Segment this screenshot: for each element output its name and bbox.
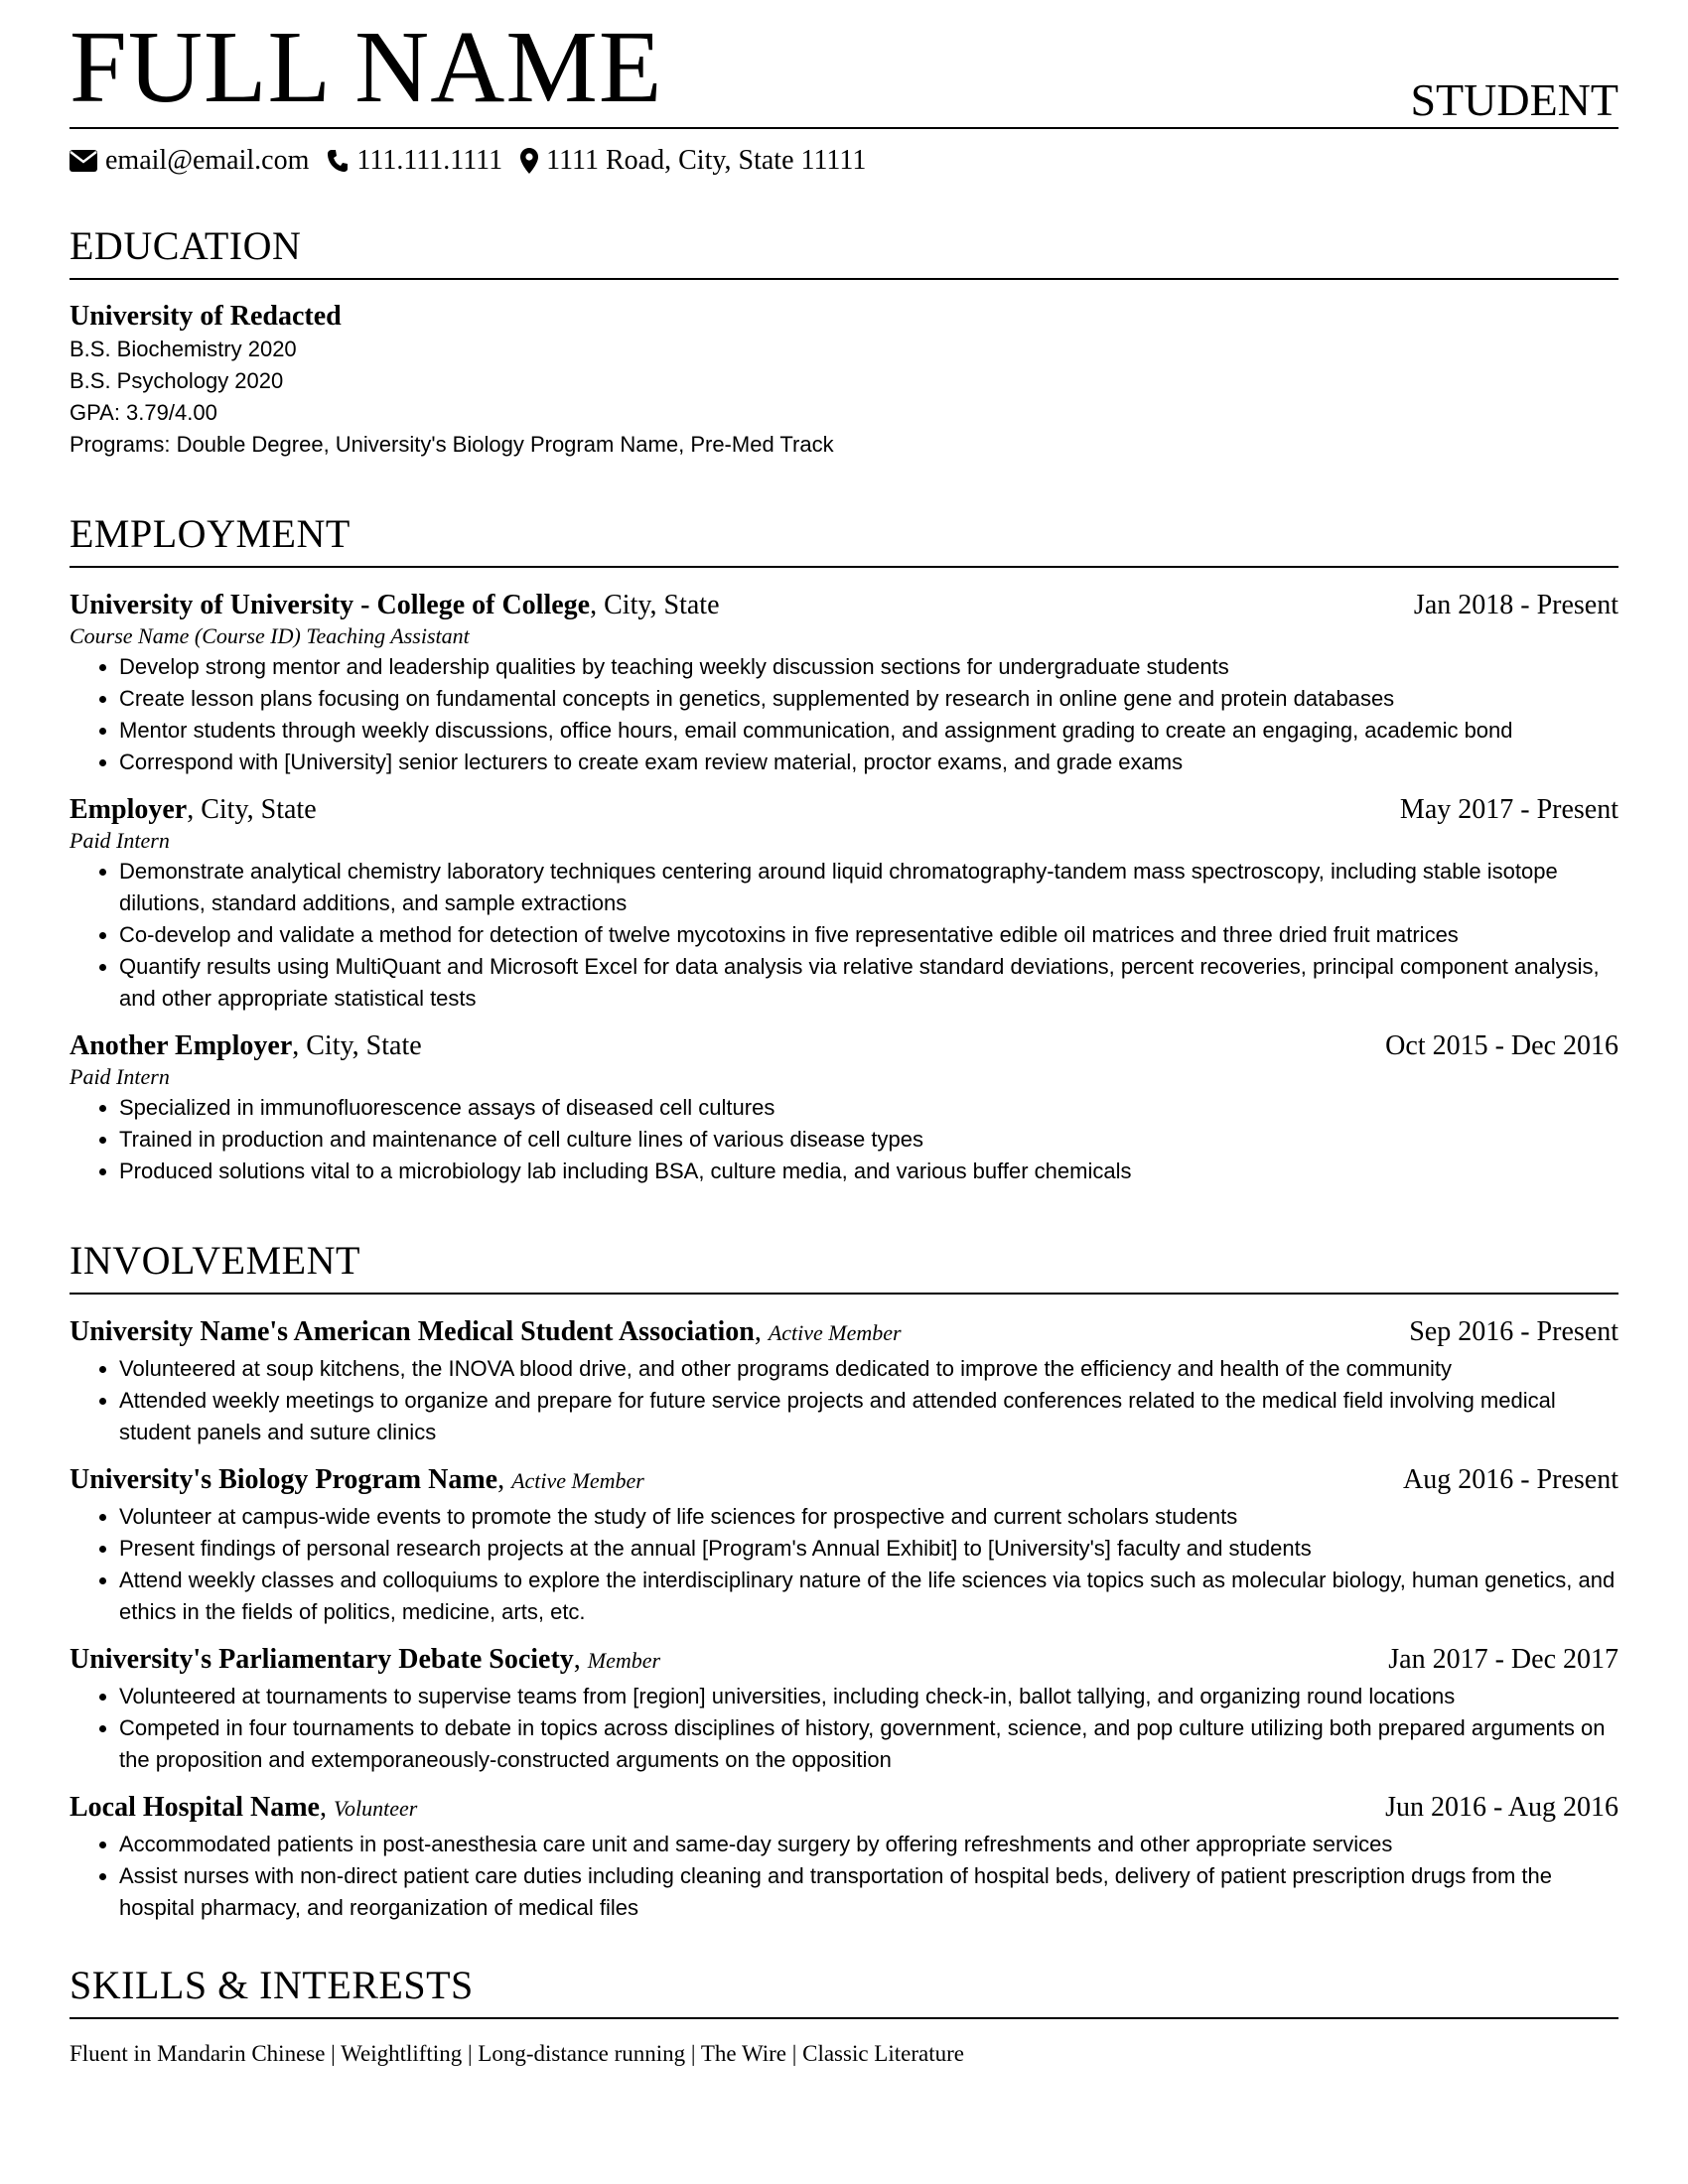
resume-page: [70, 0, 1618, 2069]
address-text: 1111 Road, City, State 11111: [546, 145, 867, 176]
list-item: • Develop strong mentor and leadership qualities by teaching weekly discussion sections for undergraduate students: [119, 651, 1618, 683]
education-heading: EDUCATION: [70, 226, 1618, 280]
phone-icon: [327, 149, 349, 173]
employer-name: University of University - College of College: [70, 590, 591, 620]
list-item: • Volunteered at soup kitchens, the INOVA blood drive, and other programs dedicated to improve the efficiency and health of the community: [119, 1353, 1618, 1385]
list-item: • Present findings of personal research projects at the annual [Program's Annual Exhibit] to [University's] faculty and students: [119, 1533, 1618, 1565]
list-item: • Co-develop and validate a method for detection of twelve mycotoxins in five representative edible oil matrices and three dried fruit matrices: [119, 919, 1618, 951]
list-item: • Mentor students through weekly discussions, office hours, email communication, and assignment grading to create an engaging, academic bond: [119, 715, 1618, 747]
contact-email[interactable]: [70, 145, 309, 177]
employer-location: , City, State: [590, 590, 720, 620]
list-item: • Specialized in immunofluorescence assays of diseased cell cultures: [119, 1092, 1618, 1124]
organization-name: University Name's American Medical Student Association: [70, 1316, 755, 1347]
skills-heading: SKILLS & INTERESTS: [70, 1966, 1618, 2019]
employer-location: , City, State: [187, 794, 317, 825]
employer-location: , City, State: [292, 1030, 422, 1061]
list-item: • Attend weekly classes and colloquiums to explore the interdisciplinary nature of the life sciences via topics such as molecular biology, human genetics, and ethics in the fields of politics, medicine, arts, etc.: [119, 1565, 1618, 1628]
list-item: • Correspond with [University] senior lecturers to create exam review material, proctor exams, and grade exams: [119, 747, 1618, 778]
organization-role: Active Member: [511, 1468, 644, 1493]
employer-name: Employer: [70, 794, 188, 825]
organization-role: Volunteer: [334, 1796, 418, 1821]
contact-phone[interactable]: [327, 145, 502, 177]
full-name: FULL NAME: [70, 10, 663, 124]
map-marker-icon: [520, 148, 538, 174]
involvement-heading: INVOLVEMENT: [70, 1241, 1618, 1295]
involvement-dates: Aug 2016 - Present: [1403, 1464, 1618, 1495]
list-item: • Create lesson plans focusing on fundamental concepts in genetics, supplemented by research in online gene and protein databases: [119, 683, 1618, 715]
education-line: Programs: Double Degree, University's Biology Program Name, Pre-Med Track: [70, 432, 834, 457]
organization-role: Active Member: [768, 1320, 902, 1345]
list-item: • Quantify results using MultiQuant and Microsoft Excel for data analysis via relative standard deviations, percent recoveries, principal component analysis, and other appropriate statistical tests: [119, 951, 1618, 1015]
employment-heading: EMPLOYMENT: [70, 514, 1618, 568]
school-name: University of Redacted: [70, 301, 342, 332]
list-item: • Demonstrate analytical chemistry laboratory techniques centering around liquid chromatography-tandem mass spectroscopy, including stable isotope dilutions, standard additions, and sample extractions: [119, 856, 1618, 919]
involvement-entry: Local Hospital Name, Volunteer Jun 2016 - Aug 2016 • Accommodated patients in post-anesthesia care unit and same-day surgery by offering refreshments and other appropriate services • Assist nurses with non-direct patient care duties including cleaning and transportation of hospital beds, delivery of patient prescription drugs from the hospital pharmacy, and reorganization of medical files: [70, 1790, 1618, 1924]
list-item: • Produced solutions vital to a microbiology lab including BSA, culture media, and various buffer chemicals: [119, 1156, 1618, 1187]
list-item: • Attended weekly meetings to organize and prepare for future service projects and attended conferences related to the medical field involving medical student panels and suture clinics: [119, 1385, 1618, 1448]
organization-name: University's Biology Program Name: [70, 1464, 498, 1495]
involvement-section: [70, 1238, 1618, 1924]
involvement-entry: University's Biology Program Name, Active Member Aug 2016 - Present • Volunteer at campus-wide events to promote the study of life sciences for prospective and current scholars students • Present findings of personal research projects at the annual [Program's Annual Exhibit] to [University's] faculty and students • Attend weekly classes and colloquiums to explore the interdisciplinary nature of the life sciences via topics such as molecular biology, human genetics, and ethics in the fields of politics, medicine, arts, etc.: [70, 1462, 1618, 1628]
skills-section: [70, 1963, 1618, 2069]
list-item: • Competed in four tournaments to debate in topics across disciplines of history, government, science, and pop culture utilizing both prepared arguments on the proposition and extemporaneously-constructed arguments on the opposition: [119, 1712, 1618, 1776]
employment-entry: [70, 588, 1618, 778]
job-title: Course Name (Course ID) Teaching Assistant: [70, 623, 470, 648]
contact-bar: [70, 141, 1618, 181]
education-line: B.S. Psychology 2020: [70, 368, 284, 393]
employment-dates: Jan 2018 - Present: [1413, 590, 1618, 620]
employer-name: Another Employer: [70, 1030, 293, 1061]
skills-text: Fluent in Mandarin Chinese | Weightlifting | Long-distance running | The Wire | Classic Literature: [70, 2041, 964, 2066]
list-item: • Volunteer at campus-wide events to promote the study of life sciences for prospective and current scholars students: [119, 1501, 1618, 1533]
involvement-dates: Sep 2016 - Present: [1409, 1316, 1618, 1347]
list-item: • Accommodated patients in post-anesthesia care unit and same-day surgery by offering refreshments and other appropriate services: [119, 1829, 1618, 1860]
employment-section: [70, 511, 1618, 1187]
job-title: Paid Intern: [70, 828, 170, 853]
education-line: B.S. Biochemistry 2020: [70, 337, 297, 361]
organization-name: University's Parliamentary Debate Society: [70, 1644, 574, 1675]
email-text: email@email.com: [105, 145, 310, 176]
employment-entry: [70, 792, 1618, 1015]
employment-dates: Oct 2015 - Dec 2016: [1385, 1030, 1618, 1061]
envelope-icon: [70, 150, 97, 172]
employment-entry: [70, 1028, 1618, 1187]
phone-text: 111.111.1111: [356, 145, 503, 176]
list-item: • Assist nurses with non-direct patient care duties including cleaning and transportation of hospital beds, delivery of patient prescription drugs from the hospital pharmacy, and reorganization of medical files: [119, 1860, 1618, 1924]
employment-dates: May 2017 - Present: [1399, 794, 1618, 825]
job-title: Paid Intern: [70, 1064, 170, 1089]
organization-role: Member: [587, 1648, 661, 1673]
organization-name: Local Hospital Name: [70, 1792, 320, 1823]
education-line: GPA: 3.79/4.00: [70, 400, 217, 425]
education-section: [70, 223, 1618, 461]
resume-header: [70, 0, 1618, 129]
involvement-dates: Jan 2017 - Dec 2017: [1388, 1644, 1618, 1675]
involvement-entry: University Name's American Medical Student Association, Active Member Sep 2016 - Present • Volunteered at soup kitchens, the INOVA blood drive, and other programs dedicated to improve the efficiency and health of the community • Attended weekly meetings to organize and prepare for future service projects and attended conferences related to the medical field involving medical student panels and suture clinics: [70, 1314, 1618, 1448]
involvement-entry: University's Parliamentary Debate Society, Member Jan 2017 - Dec 2017 • Volunteered at tournaments to supervise teams from [region] universities, including check-in, ballot tallying, and organizing round locations • Competed in four tournaments to debate in topics across disciplines of history, government, science, and pop culture utilizing both prepared arguments on the proposition and extemporaneously-constructed arguments on the opposition: [70, 1642, 1618, 1776]
list-item: • Volunteered at tournaments to supervise teams from [region] universities, including check-in, ballot tallying, and organizing round locations: [119, 1681, 1618, 1712]
contact-address[interactable]: [520, 145, 866, 177]
involvement-dates: Jun 2016 - Aug 2016: [1385, 1792, 1618, 1823]
role-title: STUDENT: [1410, 74, 1618, 125]
list-item: • Trained in production and maintenance of cell culture lines of various disease types: [119, 1124, 1618, 1156]
